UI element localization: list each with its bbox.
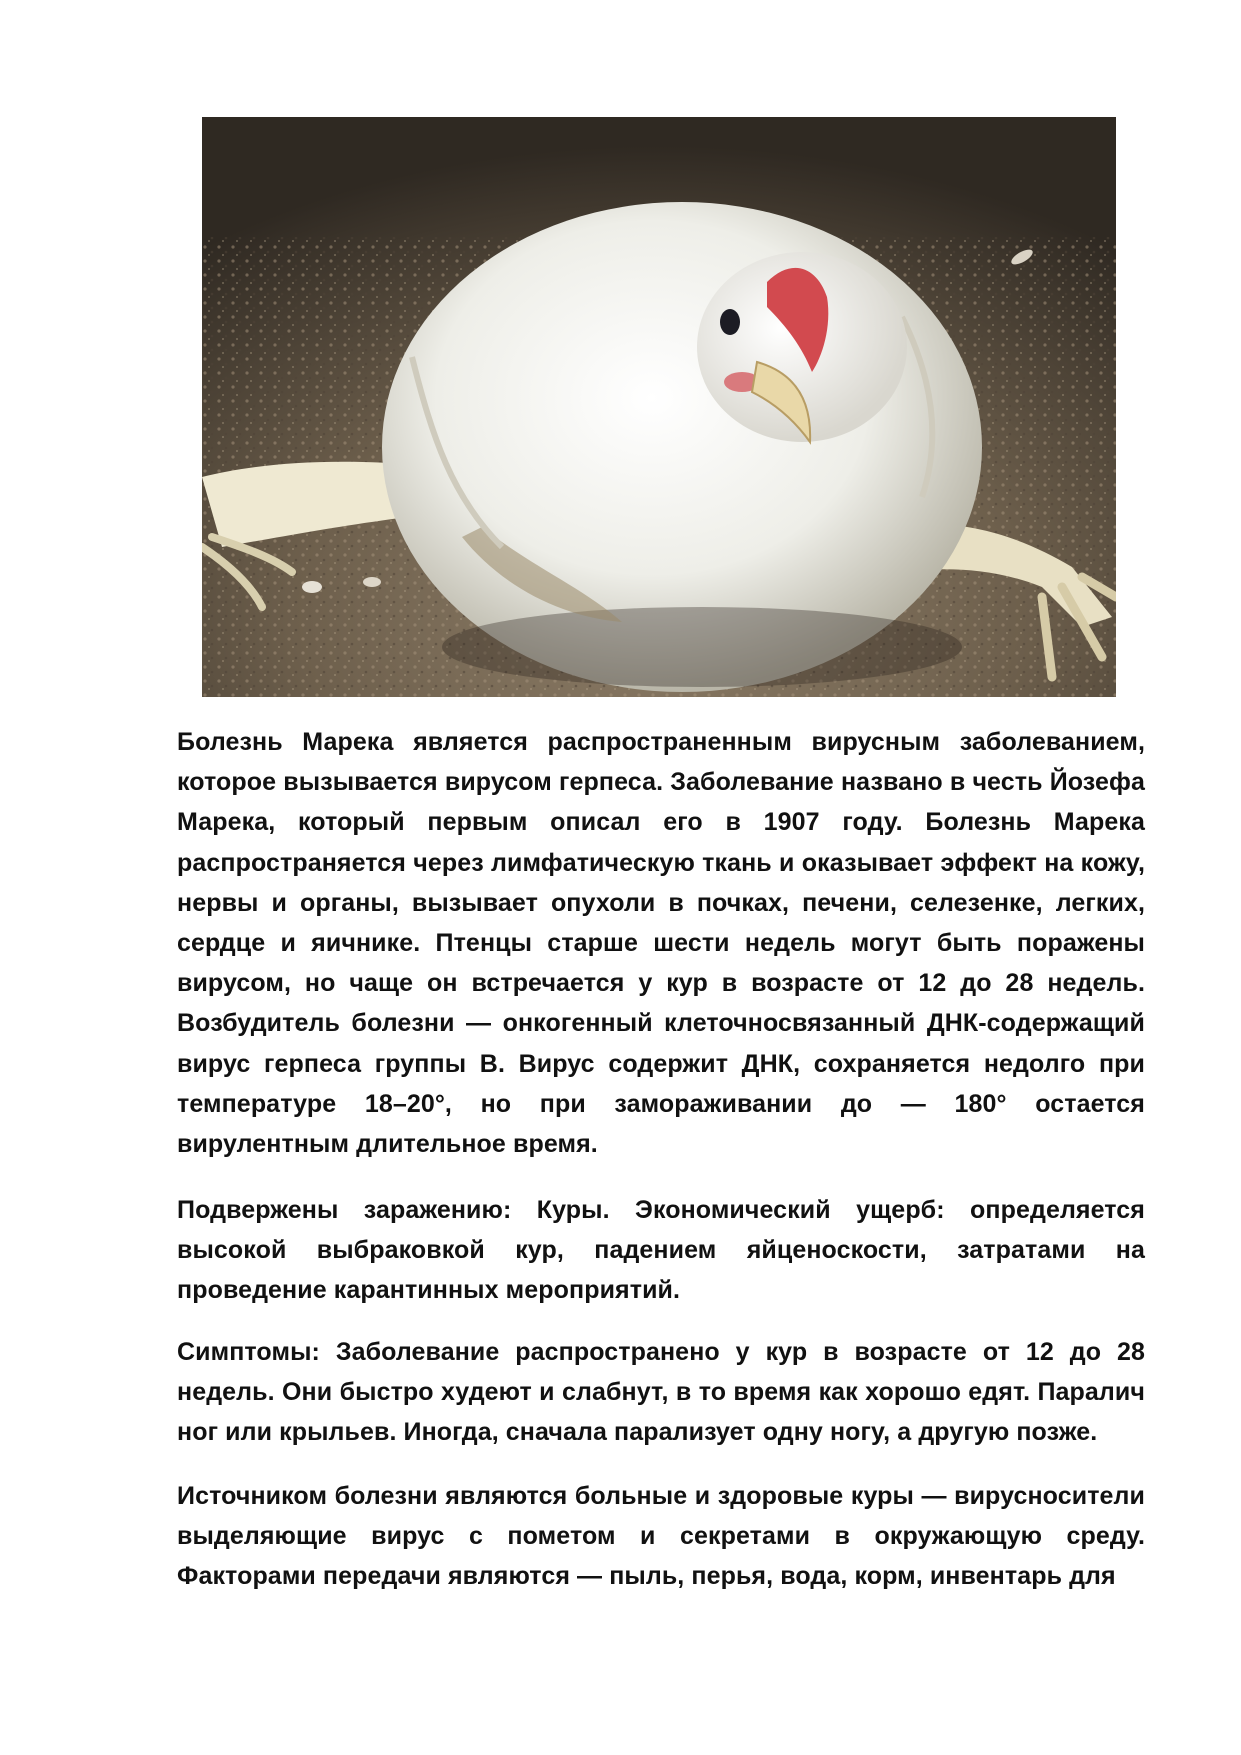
- paragraph-4: [177, 1476, 1145, 1597]
- paragraph-text: Подвержены заражению: Куры. Экономический ущерб: определяется высокой выбраковкой кур, падением яйценоскости, затратами на проведение карантинных мероприятий.: [177, 1196, 1145, 1305]
- sick-chicken-photo: [202, 117, 1116, 697]
- paragraph-text: Болезнь Марека является распространенным вирусным заболеванием, которое вызывается вирусом герпеса. Заболевание названо в честь Йозефа Марека, который первым описал его в 1907 году. Болезнь Марека распространяется через лимфатическую ткань и оказывает эффект на кожу, нервы и органы, вызывает опухоли в почках, печени, селезенке, легких, сердце и яичнике. Птенцы старше шести недель могут быть поражены вирусом, но чаще он встречается у кур в возрасте от 12 до 28 недель. Возбудитель болезни — онкогенный клеточносвязанный ДНК-содержащий вирус герпеса группы В. Вирус содержит ДНК, сохраняется недолго при температуре 18–20°, но при замораживании до — 180° остается вирулентным длительное время.: [177, 728, 1145, 1159]
- paragraph-text: Источником болезни являются больные и здоровые куры — вирусносители выделяющие вирус с пометом и секретами в окружающую среду. Факторами передачи являются — пыль, перья, вода, корм, инвентарь для: [177, 1482, 1145, 1591]
- paragraph-1: [177, 722, 1145, 1164]
- paragraph-3: [177, 1332, 1145, 1453]
- chicken-illustration: [202, 117, 1116, 697]
- paragraph-2: [177, 1190, 1145, 1311]
- paragraph-text: Симптомы: Заболевание распространено у кур в возрасте от 12 до 28 недель. Они быстро худеют и слабнут, в то время как хорошо едят. Паралич ног или крыльев. Иногда, сначала парализует одну ногу, а другую позже.: [177, 1338, 1145, 1447]
